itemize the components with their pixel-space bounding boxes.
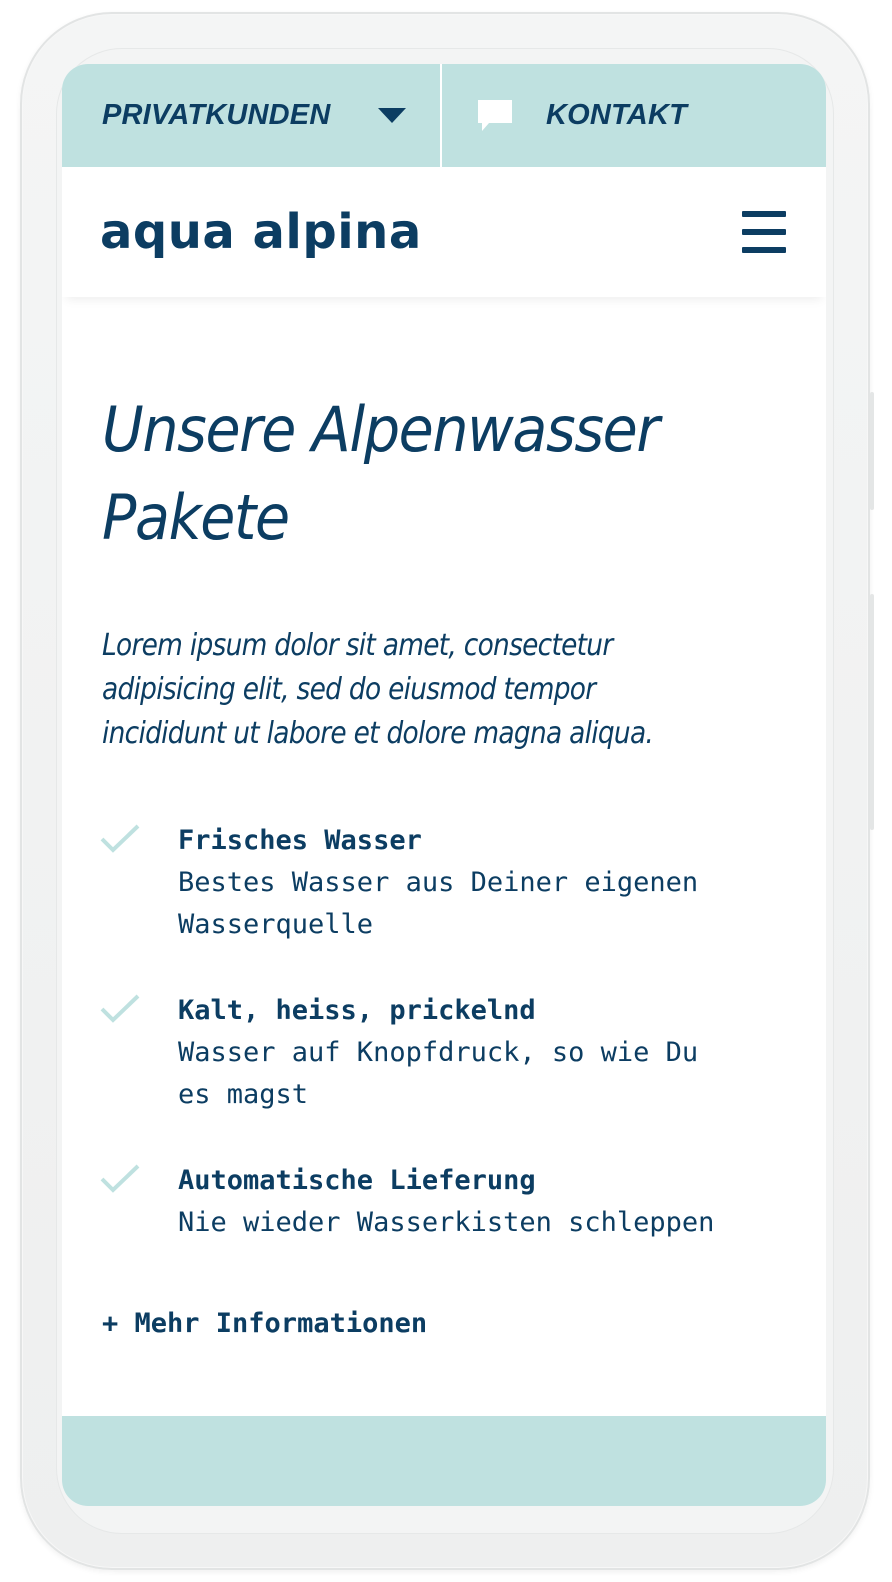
feature-item xyxy=(100,990,790,1116)
contact-link[interactable] xyxy=(442,64,826,167)
chat-bubble-icon xyxy=(476,98,514,134)
feature-description-line: Bestes Wasser aus Deiner eigenen xyxy=(178,867,699,898)
feature-description-line: Wasserquelle xyxy=(178,909,374,940)
page-title-line: Pakete xyxy=(102,481,289,554)
main-content xyxy=(102,386,792,756)
feature-description-line: Nie wieder Wasserkisten schleppen xyxy=(178,1207,715,1238)
caret-down-icon xyxy=(378,108,406,123)
intro-line: incididunt ut labore et dolore magna aliqua. xyxy=(102,716,654,751)
feature-description-line: es magst xyxy=(178,1079,309,1110)
feature-title: Frisches Wasser xyxy=(178,825,422,856)
feature-item xyxy=(100,1160,790,1244)
hamburger-menu-icon[interactable] xyxy=(742,211,786,253)
feature-title: Kalt, heiss, prickelnd xyxy=(178,995,536,1026)
check-icon xyxy=(100,994,140,1024)
feature-title: Automatische Lieferung xyxy=(178,1165,536,1196)
page-title-line: Unsere Alpenwasser xyxy=(102,393,659,466)
logo[interactable]: aqua alpina xyxy=(100,204,422,260)
top-bar xyxy=(62,64,826,167)
contact-label: KONTAKT xyxy=(546,99,688,131)
page-title xyxy=(102,386,783,562)
check-icon xyxy=(100,824,140,854)
intro-line: Lorem ipsum dolor sit amet, consectetur xyxy=(102,628,613,663)
customer-segment-label: PRIVATKUNDEN xyxy=(102,99,331,131)
phone-side-button xyxy=(870,392,874,510)
mobile-screen xyxy=(62,64,826,1506)
phone-side-button xyxy=(870,594,874,830)
feature-description xyxy=(178,1032,790,1116)
feature-description xyxy=(178,862,790,946)
customer-segment-dropdown[interactable] xyxy=(62,64,442,167)
more-information-link[interactable]: + Mehr Informationen xyxy=(102,1308,428,1339)
feature-description xyxy=(178,1202,790,1244)
site-header xyxy=(62,167,826,297)
feature-list xyxy=(100,820,790,1244)
footer-bar xyxy=(62,1416,826,1506)
check-icon xyxy=(100,1164,140,1194)
intro-text xyxy=(102,624,718,756)
feature-description-line: Wasser auf Knopfdruck, so wie Du xyxy=(178,1037,699,1068)
feature-item xyxy=(100,820,790,946)
intro-line: adipisicing elit, sed do eiusmod tempor xyxy=(102,672,596,707)
